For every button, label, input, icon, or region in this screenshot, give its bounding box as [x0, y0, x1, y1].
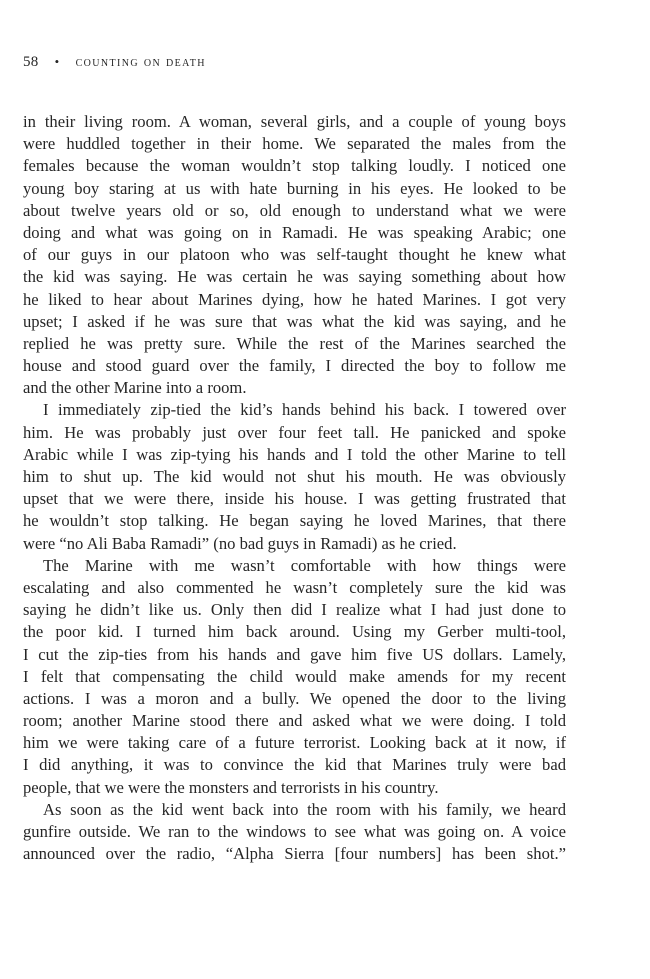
- text-line: the kid was saying. He was certain he was saying something about how: [23, 267, 566, 287]
- text-line: I cut the zip-ties from his hands and gave him five US dollars. Lamely,: [23, 644, 566, 664]
- body-text: [23, 111, 566, 865]
- text-line: I felt that compensating the child would make amends for my recent: [23, 666, 566, 686]
- text-line: and the other Marine into a room.: [23, 378, 247, 398]
- page-number: 58: [23, 54, 39, 70]
- text-line: upset that we were there, inside his house. I was getting frustrated that: [23, 489, 566, 509]
- text-line: he wouldn’t stop talking. He began saying he loved Marines, that there: [23, 511, 566, 531]
- header-separator: •: [54, 54, 60, 69]
- text-line: upset; I asked if he was sure that was what the kid was saying, and he: [23, 311, 566, 331]
- text-line: people, that we were the monsters and terrorists in his country.: [23, 777, 439, 797]
- text-line: Arabic while I was zip-tying his hands and I told the other Marine to tell: [23, 444, 566, 464]
- text-line: gunfire outside. We ran to the windows to see what was going on. A voice: [23, 822, 566, 841]
- text-line: young boy staring at us with hate burning in his eyes. He looked to be: [23, 178, 566, 198]
- text-line: about twelve years old or so, old enough to understand what we were: [23, 200, 566, 220]
- text-line: him to shut up. The kid would not shut his mouth. He was obviously: [23, 467, 566, 486]
- text-line: I did anything, it was to convince the kid that Marines truly were bad: [23, 755, 566, 775]
- text-line: As soon as the kid went back into the room with his family, we heard: [43, 799, 566, 819]
- text-line: room; another Marine stood there and asked what we were doing. I told: [23, 711, 566, 731]
- running-title: counting on death: [75, 55, 206, 70]
- text-line: females because the woman wouldn’t stop talking loudly. I noticed one: [23, 156, 566, 176]
- text-line: actions. I was a moron and a bully. We opened the door to the living: [23, 688, 566, 708]
- text-line: in their living room. A woman, several girls, and a couple of young boys: [23, 112, 566, 131]
- text-line: announced over the radio, “Alpha Sierra [four numbers] has been shot.”: [23, 844, 566, 864]
- text-line: replied he was pretty sure. While the rest of the Marines searched the: [23, 333, 566, 353]
- running-header: [23, 54, 206, 71]
- text-line: he liked to hear about Marines dying, how he hated Marines. I got very: [23, 289, 566, 309]
- text-line: The Marine with me wasn’t comfortable with how things were: [43, 555, 566, 575]
- text-line: of our guys in our platoon who was self-taught thought he knew what: [23, 245, 566, 265]
- text-line: doing and what was going on in Ramadi. He was speaking Arabic; one: [23, 222, 566, 242]
- text-line: house and stood guard over the family, I directed the boy to follow me: [23, 356, 566, 376]
- text-line: him we were taking care of a future terrorist. Looking back at it now, if: [23, 733, 566, 753]
- text-line: him. He was probably just over four feet tall. He panicked and spoke: [23, 422, 566, 442]
- text-line: were “no Ali Baba Ramadi” (no bad guys in Ramadi) as he cried.: [23, 533, 457, 553]
- text-line: were huddled together in their home. We separated the males from the: [23, 134, 566, 154]
- text-line: I immediately zip-tied the kid’s hands behind his back. I towered over: [43, 400, 566, 420]
- text-line: saying he didn’t like us. Only then did I realize what I had just done to: [23, 600, 566, 620]
- text-line: escalating and also commented he wasn’t completely sure the kid was: [23, 577, 566, 597]
- text-line: the poor kid. I turned him back around. Using my Gerber multi-tool,: [23, 622, 566, 642]
